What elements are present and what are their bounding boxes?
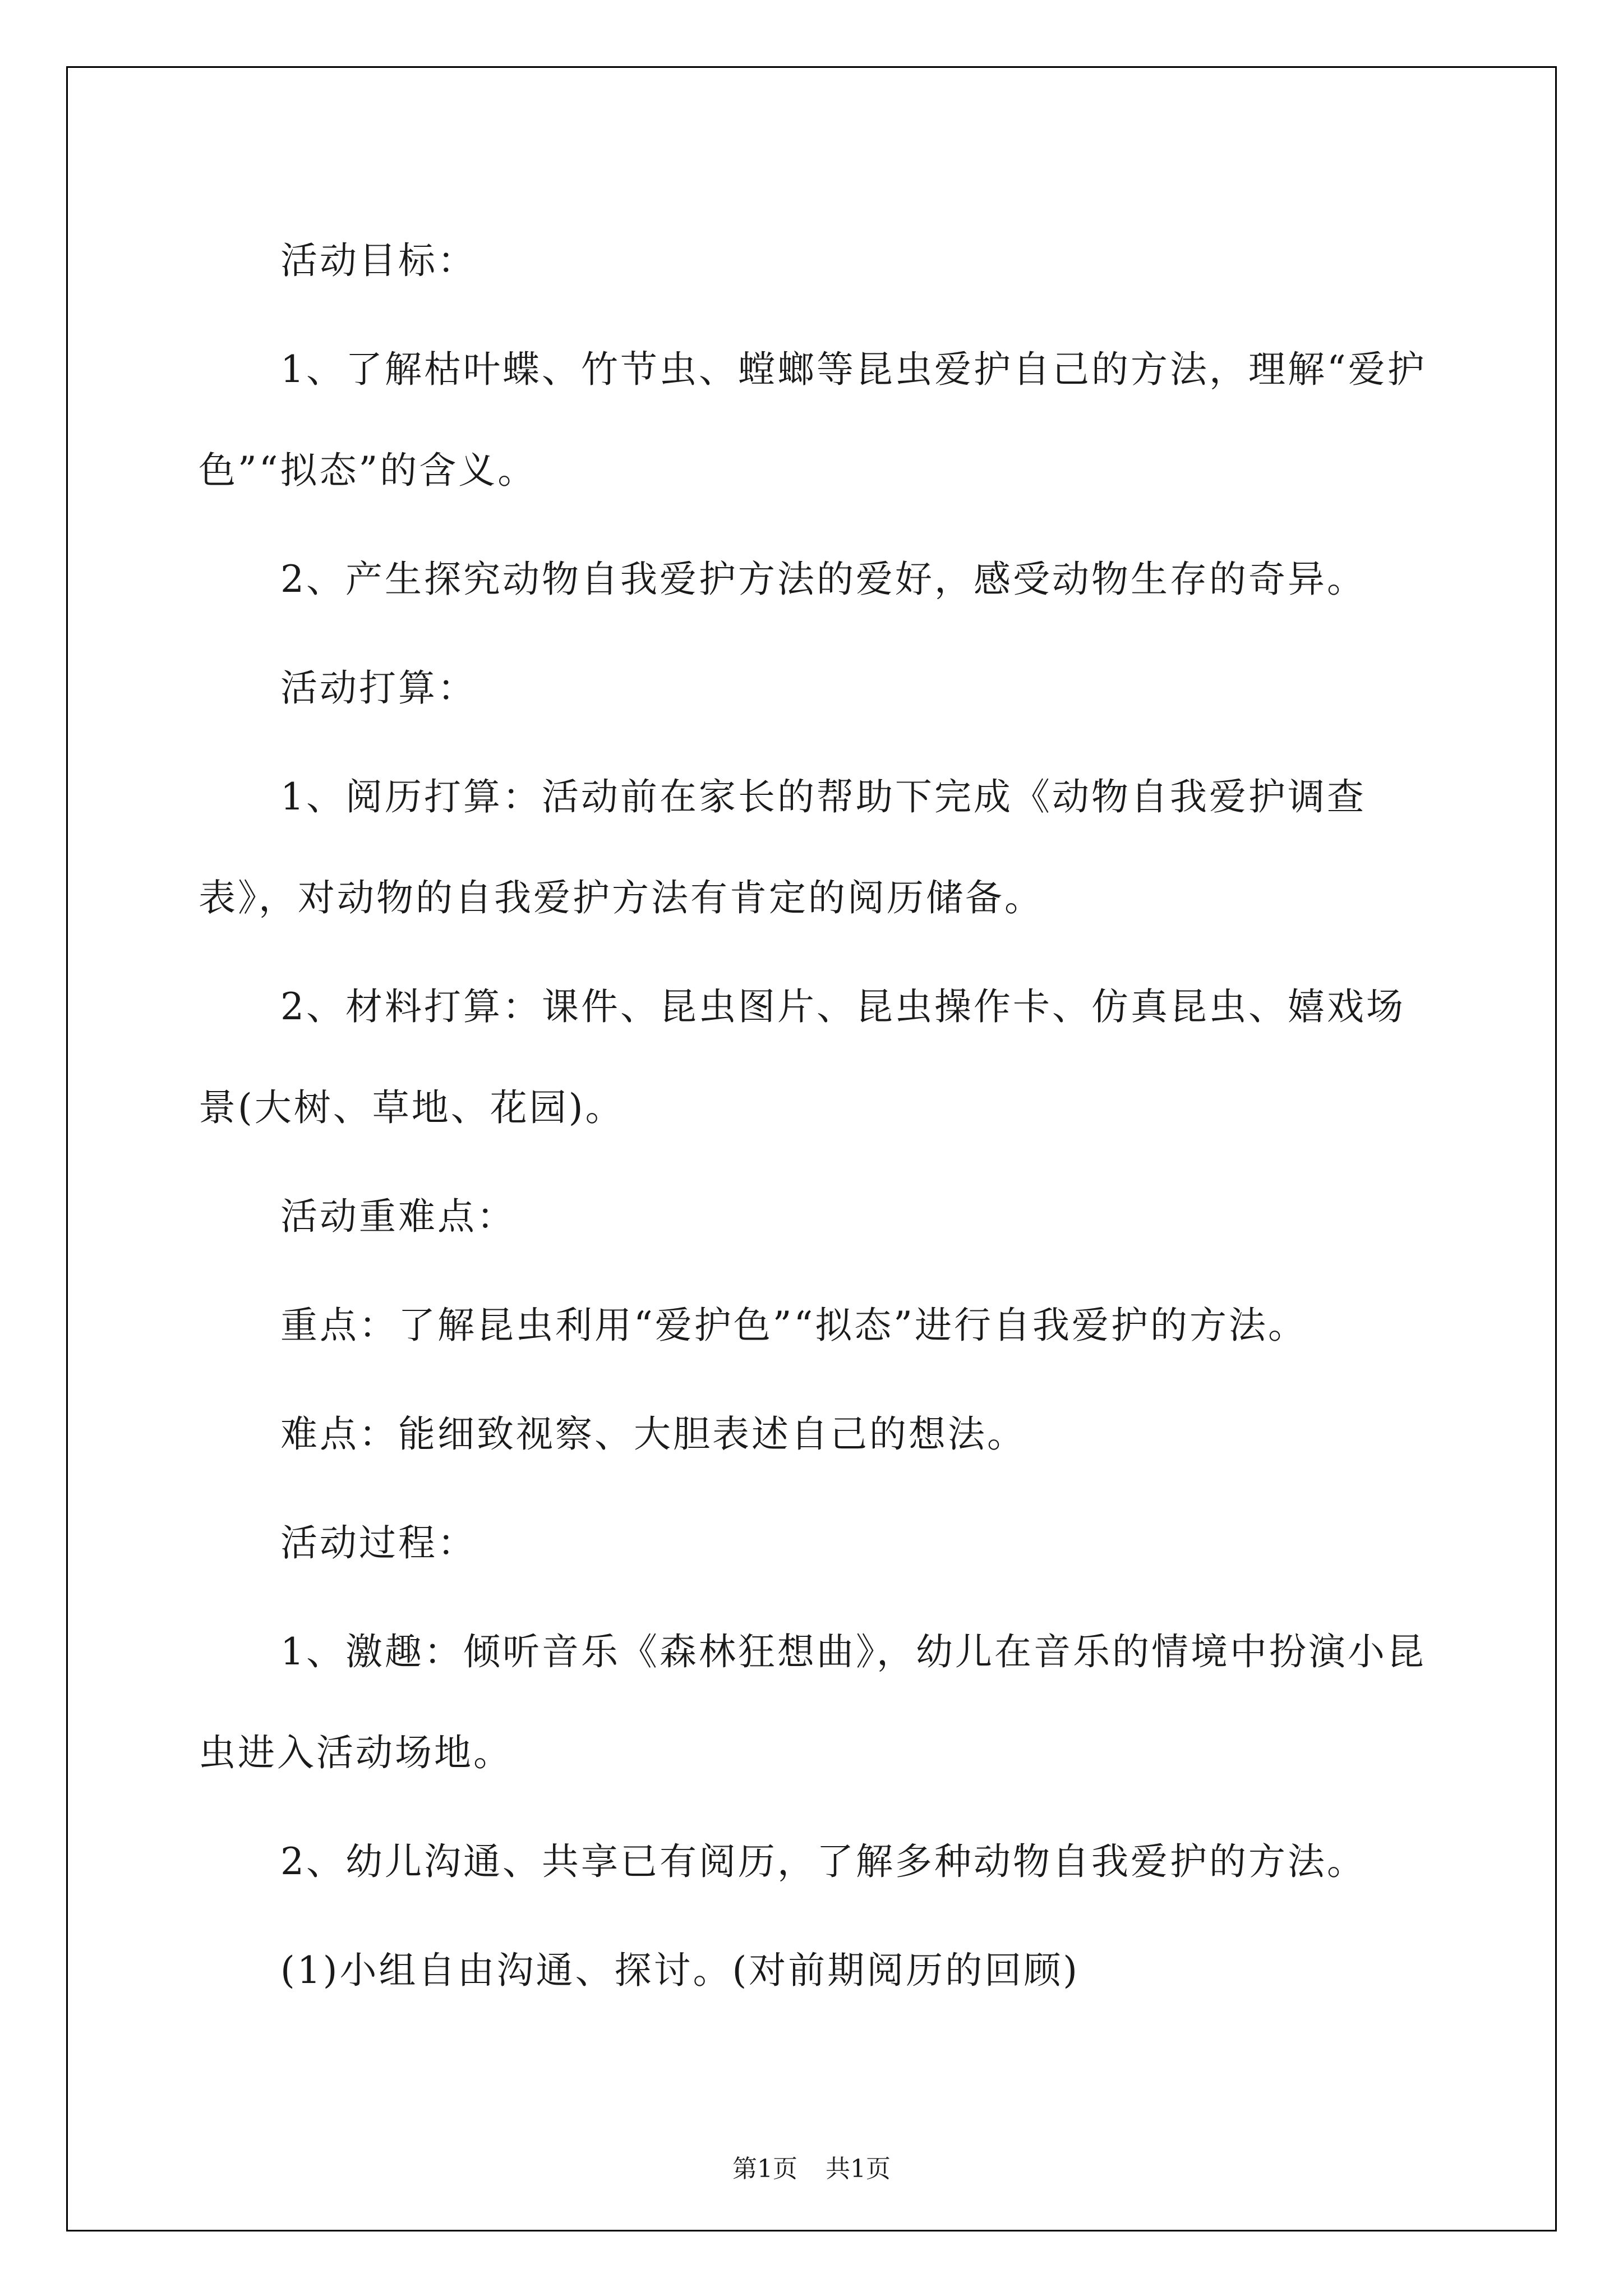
page-number-total: 共1页 <box>826 2155 891 2183</box>
section-heading-process: 活动过程： <box>280 1521 477 1565</box>
page-footer <box>0 2148 1623 2184</box>
paragraph: (1)小组自由沟通、探讨。(对前期阅历的回顾) <box>280 1949 1080 1992</box>
paragraph: 1、了解枯叶蝶、竹节虫、螳螂等昆虫爱护自己的方法，理解“爱护色”“拟态”的含义。 <box>199 348 1427 492</box>
paragraph: 2、材料打算：课件、昆虫图片、昆虫操作卡、仿真昆虫、嬉戏场景(大树、草地、花园)。 <box>199 985 1405 1129</box>
section-heading-preparation: 活动打算： <box>280 666 477 710</box>
paragraph: 2、幼儿沟通、共享已有阅历，了解多种动物自我爱护的方法。 <box>280 1840 1366 1883</box>
paragraph: 1、阅历打算：活动前在家长的帮助下完成《动物自我爱护调查表》，对动物的自我爱护方法有肯定的阅历储备。 <box>199 775 1366 919</box>
paragraph: 重点：了解昆虫利用“爱护色”“拟态”进行自我爱护的方法。 <box>280 1304 1307 1347</box>
section-heading-key-points: 活动重难点： <box>280 1195 516 1238</box>
page-number-current: 第1页 <box>732 2155 797 2183</box>
document-body <box>199 210 1432 2029</box>
paragraph: 2、产生探究动物自我爱护方法的爱好，感受动物生存的奇异。 <box>280 558 1366 601</box>
paragraph: 1、激趣：倾听音乐《森林狂想曲》，幼儿在音乐的情境中扮演小昆虫进入活动场地。 <box>199 1630 1426 1774</box>
section-heading-goals: 活动目标： <box>280 239 477 282</box>
paragraph: 难点：能细致视察、大胆表述自己的想法。 <box>280 1412 1026 1456</box>
